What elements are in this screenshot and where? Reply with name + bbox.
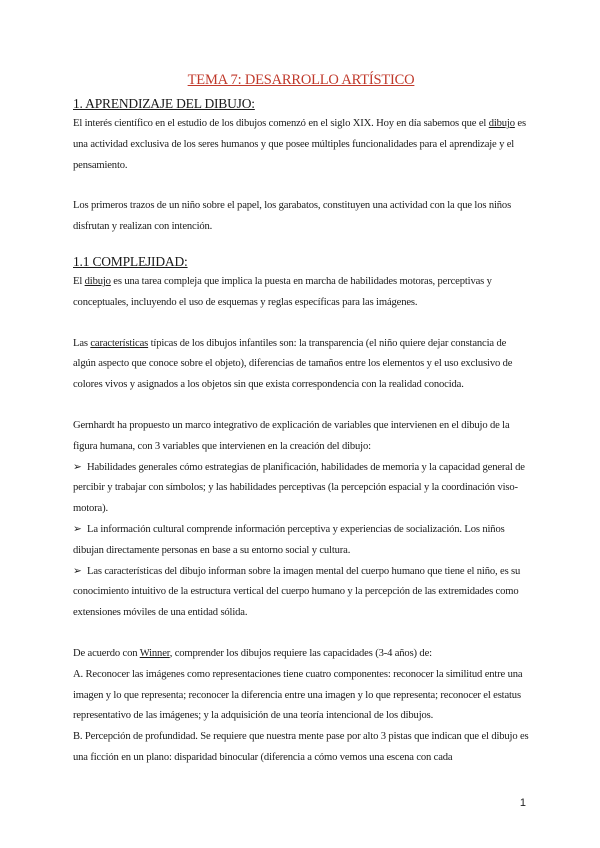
- arrow-bullet-icon: ➢: [73, 565, 82, 577]
- bullet-item: ➢ Las características del dibujo informan sobre la imagen mental del cuerpo humano que tiene el niño, es su conocimiento intuitivo de la estructura vertical del cuerpo humano y la percepción de las extremidades como extensiones móviles de una entidad sólida.: [73, 562, 529, 624]
- paragraph-garabatos: Los primeros trazos de un niño sobre el papel, los garabatos, constituyen una actividad con la que los niños disfrutan y realizan con intención.: [73, 200, 512, 233]
- paragraph-intro: El interés científico en el estudio de los dibujos comenzó en el siglo XIX. Hoy en día sabemos que el dibujo es una actividad exclusiva de los seres humanos y que posee múltiples funcionalidades para el aprendizaje y el pensamiento.: [73, 118, 526, 171]
- paragraph-item-a: A. Reconocer las imágenes como representaciones tiene cuatro componentes: reconocer la similitud entre una imagen y lo que representa; reconocer la diferencia entre una imagen y lo que representa; reconocer el estatus representativo de las imágenes; y la adquisición de una teoría intencional de los dibujos.: [73, 668, 523, 722]
- bullet-item: ➢ Habilidades generales cómo estrategias de planificación, habilidades de memoria y la capacidad general de percibir y trabajar con símbolos; y las habilidades perceptivas (la percepción espacial y la coordinación viso-motora).: [73, 458, 529, 520]
- paragraph-caracteristicas: Las características típicas de los dibujos infantiles son: la transparencia (el niño quiere dejar constancia de algún aspecto que conoce sobre el objeto), diferencias de tamaños entre los elementos y el uso exclusivo de colores vivos y asignados a los objetos sin que exista correspondencia con la realidad conocida.: [73, 337, 513, 391]
- arrow-bullet-icon: ➢: [73, 461, 82, 473]
- document-page: [73, 72, 529, 769]
- section-heading-complejidad: 1.1 COMPLEJIDAD:: [73, 253, 188, 269]
- paragraph-winner: De acuerdo con Winner, comprender los dibujos requiere las capacidades (3-4 años) de:: [73, 647, 432, 659]
- arrow-bullet-icon: ➢: [73, 523, 82, 535]
- section-heading-aprendizaje: 1. APRENDIZAJE DEL DIBUJO:: [73, 96, 255, 111]
- document-title: TEMA 7: DESARROLLO ARTÍSTICO: [187, 72, 415, 88]
- paragraph-item-b: B. Percepción de profundidad. Se requiere que nuestra mente pase por alto 3 pistas que indican que el dibujo es una ficción en un plano: disparidad binocular (diferencia a cómo vemos una escena con cada: [73, 731, 529, 763]
- page-number: 1: [519, 797, 526, 809]
- paragraph-gernhardt: Gernhardt ha propuesto un marco integrativo de explicación de variables que intervienen en el dibujo de la figura humana, con 3 variables que intervienen en la creación del dibujo:: [73, 419, 510, 452]
- bullet-item: ➢ La información cultural comprende información perceptiva y experiencias de socialización. Los niños dibujan directamente personas en base a su entorno social y cultura.: [73, 520, 529, 562]
- paragraph-dibujo-complejo: El dibujo es una tarea compleja que implica la puesta en marcha de habilidades motoras, perceptivas y conceptuales, incluyendo el uso de esquemas y reglas específicas para las imágenes.: [73, 275, 492, 308]
